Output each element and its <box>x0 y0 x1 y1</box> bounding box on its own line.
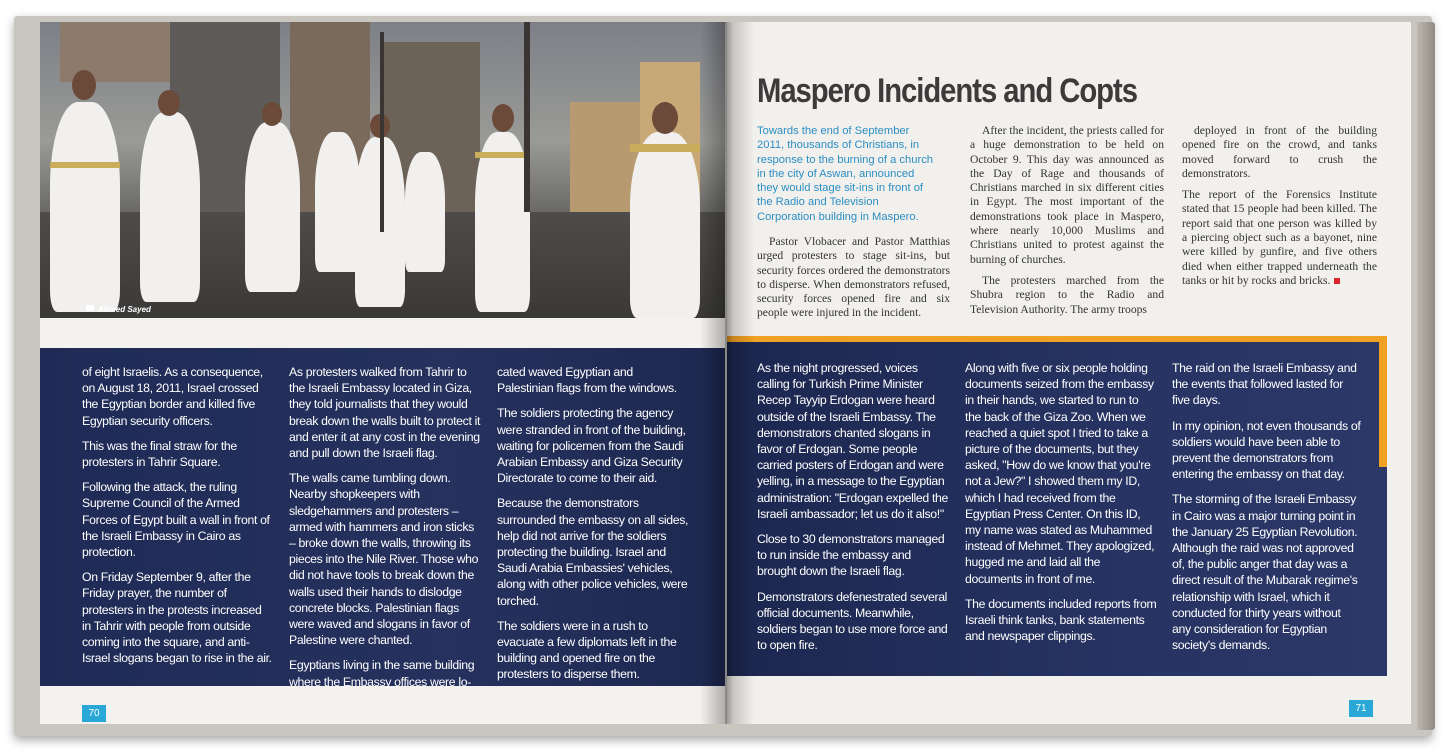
paragraph: The report of the Forensics Institute stated that 15 people had been killed. The report said that one person was killed by a piercing object such as a bayonet, nine were killed by gunfire, and five others died when either trapped underneath the tanks or hit by rocks and bricks. <box>1182 188 1377 287</box>
paragraph: Egyptians living in the same building where the Embassy offices were lo- <box>289 658 475 689</box>
intro-paragraph: Towards the end of September 2011, thousands of Christians, in response to the burning of a church in the city of Aswan, announced they would stage sit-ins in front of the Radio and Television Corporation building in Maspero. <box>757 125 934 223</box>
right-bottom-column-1 <box>757 360 949 662</box>
right-top-column-3 <box>1182 124 1377 288</box>
end-mark <box>1334 278 1340 284</box>
right-top-column-1 <box>757 235 950 328</box>
right-bottom-column-3 <box>1172 360 1362 662</box>
paragraph: The soldiers were in a rush to evacuate a few diplomats left in the building and opened fire on the protesters to disperse them. <box>497 618 677 682</box>
paragraph: The protesters marched from the Shubra region to the Radio and Television Authority. The army troops <box>970 273 1164 316</box>
left-column-1 <box>82 364 272 675</box>
right-page <box>727 22 1411 724</box>
book-cover-edge <box>1417 22 1435 730</box>
paragraph: Close to 30 demonstrators managed to run inside the embassy and brought down the Israeli flag. <box>757 532 945 579</box>
article-title: Maspero Incidents and Copts <box>757 72 1137 110</box>
protest-photo <box>40 22 725 318</box>
paragraph: As the night progressed, voices calling for Turkish Prime Minister Recep Tayyip Erdogan were heard outside of the Israeli Embassy. The demonstrators chanted slogans in favor of Erdogan. Some people carried posters of Erdogan and were yelling, in a message to the Egyptian administration: "Erdogan expelled the Israeli ambassador; let us do it also!" <box>757 361 949 521</box>
page-number: 71 <box>1349 700 1373 717</box>
paragraph: The storming of the Israeli Embassy in Cairo was a major turning point in the January 25 Egyptian Revolution. Although the raid was not approved of, the public anger that day was a direct result of the Mubarak regime's relationship with Israel, which it conducted for thirty years without any consideration for Egyptian society's demands. <box>1172 492 1358 653</box>
left-page <box>40 22 725 724</box>
left-column-2 <box>289 364 481 699</box>
accent-bar-vertical <box>1379 336 1387 467</box>
paragraph: The documents included reports from Israeli think tanks, bank statements and newspaper clippings. <box>965 596 1157 644</box>
paragraph: The raid on the Israeli Embassy and the events that followed lasted for five days. <box>1172 361 1357 408</box>
paragraph: In my opinion, not even thousands of soldiers would have been able to prevent the demonstrators from entering the embassy on that day. <box>1172 418 1361 482</box>
paragraph: cated waved Egyptian and Palestinian flags from the windows. <box>497 365 677 396</box>
paragraph: of eight Israelis. As a consequence, on August 18, 2011, Israel crossed the Egyptian border and killed five Egyptian security officers. <box>82 365 263 428</box>
right-top-column-2 <box>970 124 1164 324</box>
photo-credit: Ahmed Sayed <box>98 305 151 314</box>
right-bottom-column-2 <box>965 360 1157 653</box>
paragraph: The walls came tumbling down. Nearby shopkeepers with sledgehammers and protesters – armed with hammers and iron sticks – broke down the walls, throwing its pieces into the Nile River. Those who did not have tools to break down the walls used their hands to dislodge concrete blocks. Palestinian flags were waved and slogans in favor of Palestine were chanted. <box>289 471 479 648</box>
paragraph: Because the demonstrators surrounded the embassy on all sides, help did not arrive for the soldiers protecting the building. Israel and Saudi Arabia Embassies' vehicles, along with other police vehicles, were torched. <box>497 496 689 608</box>
paragraph: On Friday September 9, after the Friday prayer, the number of protesters in the protests increased in Tahrir with people from outside coming into the square, and anti-Israel slogans began to rise in the air. <box>82 570 272 666</box>
paragraph: As protesters walked from Tahrir to the Israeli Embassy located in Giza, they told journalists that they would break down the walls built to protect it and enter it at any cost in the evening and pull down the Israeli flag. <box>289 365 481 461</box>
paragraph: deployed in front of the building opened fire on the crowd, and tanks moved forward to crush the demonstrators. <box>1182 124 1377 180</box>
paragraph: This was the final straw for the protesters in Tahrir Square. <box>82 438 237 470</box>
camera-icon <box>86 305 94 311</box>
left-column-3 <box>497 364 689 692</box>
page-number: 70 <box>82 705 106 722</box>
paragraph: After the incident, the priests called for a huge demonstration to be held on October 9. This day was announced as the Day of Rage and thousands of Christians marched in six different cities in Egypt. The most important of the demonstrations took place in Maspero, where nearly 10,000 Muslims and Christians united to protest against the burning of churches. <box>970 124 1164 266</box>
paragraph: Pastor Vlobacer and Pastor Matthias urged protesters to stage sit-ins, but security forces ordered the demonstrators to disperse. When demonstrators refused, security forces opened fire and six people were injured in the incident. <box>757 235 950 320</box>
paragraph: Demonstrators defenestrated several official documents. Meanwhile, soldiers began to use more force and to open fire. <box>757 589 948 653</box>
paragraph: Along with five or six people holding documents seized from the embassy in their hands, we started to run to the back of the Giza Zoo. When we reached a quiet spot I tried to take a picture of the documents, but they asked, "How do we know that you're not a Jew?" I showed them my ID, which I had received from the Egyptian Press Center. On this ID, my name was stated as Muhammed instead of Mehmet. They apologized, hugged me and laid all the documents in front of me. <box>965 361 1155 586</box>
paragraph: Following the attack, the ruling Supreme Council of the Armed Forces of Egypt built a wall in front of the Israeli Embassy in Cairo as protection. <box>82 480 270 560</box>
paragraph: The soldiers protecting the agency were stranded in front of the building, waiting for policemen from the Saudi Arabian Embassy and Giza Security Directorate to come to their aid. <box>497 406 686 486</box>
